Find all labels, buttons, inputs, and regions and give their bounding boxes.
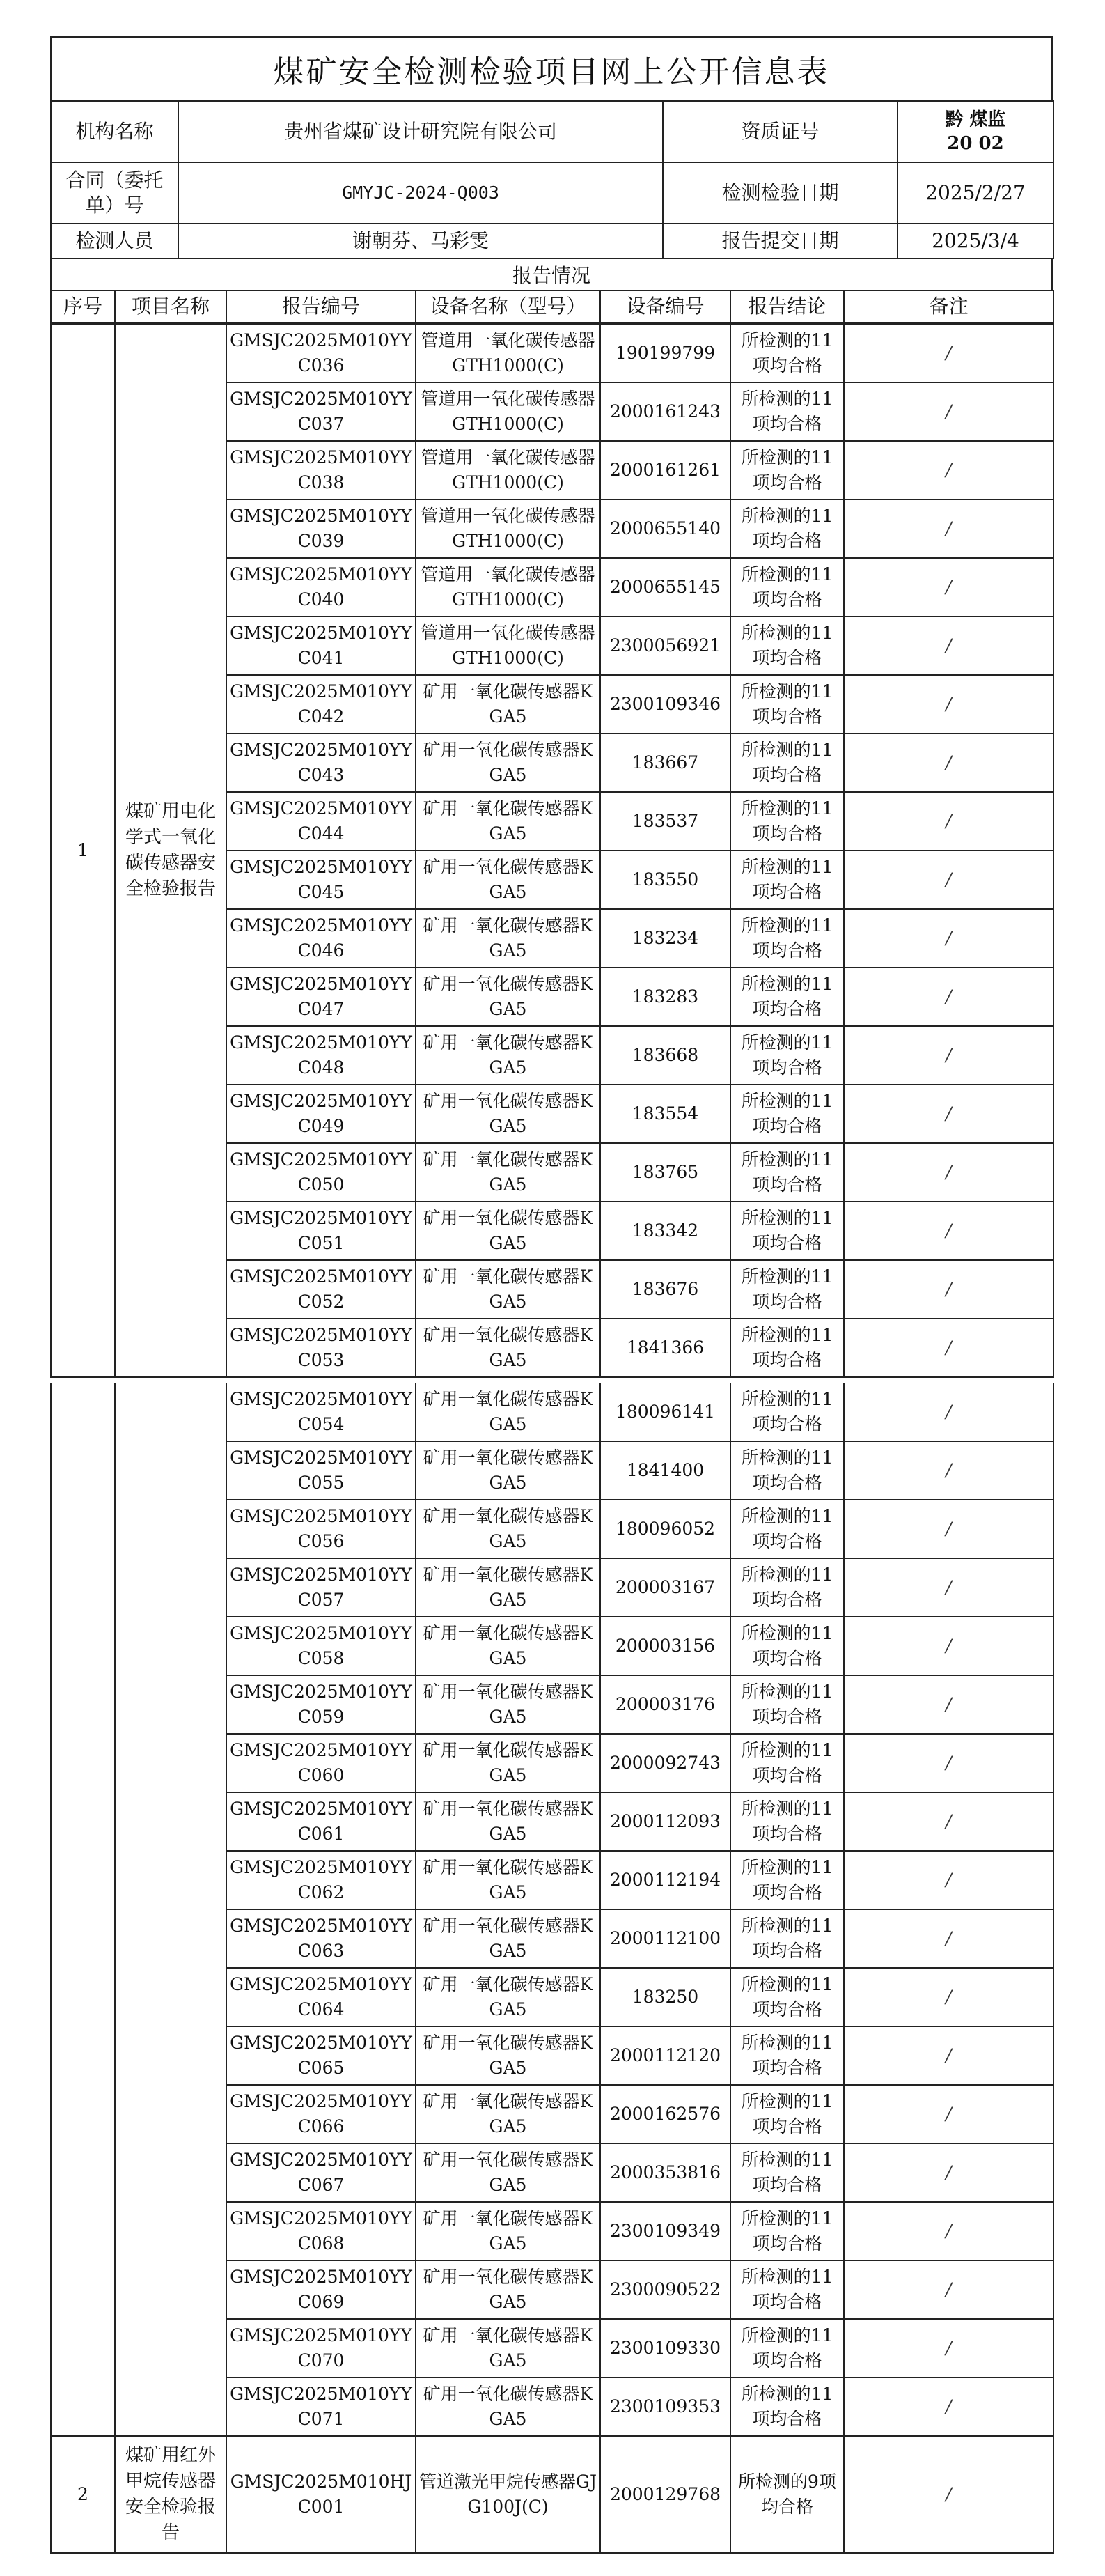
conclusion-cell: 所检测的11项均合格 [730,558,844,616]
device-name-cell: 管道用一氧化碳传感器GTH1000(C) [416,382,600,441]
contract-label: 合同（委托单）号 [51,162,178,224]
device-name-cell: 矿用一氧化碳传感器KGA5 [416,1500,600,1558]
table-row [51,324,1053,382]
serial-number-cell: 180096141 [600,1383,730,1441]
conclusion-cell: 所检测的11项均合格 [730,499,844,558]
note-cell: / [844,2319,1053,2377]
report-number-cell: GMSJC2025M010YYC043 [226,734,416,792]
serial-number-cell: 2000112120 [600,2026,730,2085]
device-name-cell: 矿用一氧化碳传感器KGA5 [416,734,600,792]
note-cell: / [844,1085,1053,1143]
note-cell: / [844,1968,1053,2026]
note-cell: / [844,909,1053,968]
qual-value-line2: 20 02 [947,133,1004,154]
note-cell: / [844,616,1053,675]
note-cell: / [844,1734,1053,1792]
conclusion-cell: 所检测的11项均合格 [730,1202,844,1260]
note-cell: / [844,1851,1053,1909]
serial-number-cell: 183550 [600,851,730,909]
serial-number-cell: 183537 [600,792,730,851]
conclusion-cell: 所检测的11项均合格 [730,616,844,675]
conclusion-cell: 所检测的11项均合格 [730,382,844,441]
conclusion-cell: 所检测的11项均合格 [730,2085,844,2143]
report-number-cell: GMSJC2025M010YYC047 [226,968,416,1026]
serial-number-cell: 180096052 [600,1500,730,1558]
report-number-cell: GMSJC2025M010YYC041 [226,616,416,675]
serial-number-cell: 183676 [600,1260,730,1319]
device-name-cell: 矿用一氧化碳传感器KGA5 [416,2377,600,2436]
report-number-cell: GMSJC2025M010YYC062 [226,1851,416,1909]
conclusion-cell: 所检测的11项均合格 [730,1026,844,1085]
note-cell: / [844,1792,1053,1851]
note-cell: / [844,2026,1053,2085]
report-number-cell: GMSJC2025M010YYC067 [226,2143,416,2202]
device-name-cell: 矿用一氧化碳传感器KGA5 [416,2026,600,2085]
seq-header: 序号 [51,290,115,323]
device-name-cell: 矿用一氧化碳传感器KGA5 [416,2143,600,2202]
conclusion-cell: 所检测的11项均合格 [730,1500,844,1558]
conclusion-cell: 所检测的11项均合格 [730,2026,844,2085]
conclusion-cell: 所检测的11项均合格 [730,2319,844,2377]
serial-number-cell: 2000655140 [600,499,730,558]
conclusion-cell: 所检测的11项均合格 [730,851,844,909]
conclusion-cell: 所检测的11项均合格 [730,1143,844,1202]
conclusion-cell: 所检测的11项均合格 [730,1792,844,1851]
sequence-cell: 1 [51,324,115,1377]
conclusion-cell: 所检测的11项均合格 [730,1319,844,1377]
conclusion-cell: 所检测的11项均合格 [730,1851,844,1909]
serial-number-cell: 183234 [600,909,730,968]
report-number-cell: GMSJC2025M010YYC069 [226,2260,416,2319]
note-cell: / [844,1558,1053,1617]
note-cell: / [844,1675,1053,1734]
report-table-part2 [50,1383,1054,2554]
conclusion-cell: 所检测的11项均合格 [730,1260,844,1319]
serial-number-cell: 2300109349 [600,2202,730,2260]
serial-number-cell: 2000161261 [600,441,730,499]
note-cell: / [844,968,1053,1026]
note-cell: / [844,1319,1053,1377]
serial-number-cell: 2300090522 [600,2260,730,2319]
serial-number-cell: 1841400 [600,1441,730,1500]
qual-label: 资质证号 [663,101,898,162]
report-number-cell: GMSJC2025M010YYC059 [226,1675,416,1734]
org-label: 机构名称 [51,101,178,162]
device-name-cell: 矿用一氧化碳传感器KGA5 [416,2202,600,2260]
report-number-cell: GMSJC2025M010YYC071 [226,2377,416,2436]
note-cell: / [844,558,1053,616]
report-number-cell: GMSJC2025M010YYC040 [226,558,416,616]
report-number-cell: GMSJC2025M010YYC038 [226,441,416,499]
note-cell: / [844,1383,1053,1441]
serial-number-cell: 183668 [600,1026,730,1085]
note-cell: / [844,2143,1053,2202]
report-section-title: 报告情况 [50,259,1053,290]
serial-number-cell: 183554 [600,1085,730,1143]
note-header: 备注 [844,290,1053,323]
note-cell: / [844,2202,1053,2260]
serial-header: 设备编号 [600,290,730,323]
note-cell: / [844,1202,1053,1260]
device-name-cell: 管道用一氧化碳传感器GTH1000(C) [416,499,600,558]
device-name-cell: 矿用一氧化碳传感器KGA5 [416,1558,600,1617]
device-name-cell: 矿用一氧化碳传感器KGA5 [416,1441,600,1500]
serial-number-cell: 190199799 [600,324,730,382]
serial-number-cell: 2000162576 [600,2085,730,2143]
test-date-label: 检测检验日期 [663,162,898,224]
conclusion-cell: 所检测的11项均合格 [730,2260,844,2319]
report-number-cell: GMSJC2025M010YYC060 [226,1734,416,1792]
serial-number-cell: 2000655145 [600,558,730,616]
serial-number-cell: 1841366 [600,1319,730,1377]
report-number-cell: GMSJC2025M010YYC048 [226,1026,416,1085]
conclusion-cell: 所检测的11项均合格 [730,792,844,851]
report-number-cell: GMSJC2025M010YYC049 [226,1085,416,1143]
project-header: 项目名称 [115,290,226,323]
report-number-cell: GMSJC2025M010YYC066 [226,2085,416,2143]
note-cell: / [844,734,1053,792]
device-name-cell: 矿用一氧化碳传感器KGA5 [416,1968,600,2026]
project-name-cell: 煤矿用电化学式一氧化碳传感器安全检验报告 [115,324,226,1377]
note-cell: / [844,792,1053,851]
serial-number-cell: 183765 [600,1143,730,1202]
table-row [51,2436,1053,2553]
device-name-cell: 矿用一氧化碳传感器KGA5 [416,1319,600,1377]
report-number-cell: GMSJC2025M010YYC061 [226,1792,416,1851]
document [50,36,1053,2554]
conclusion-cell: 所检测的11项均合格 [730,441,844,499]
note-cell: / [844,2377,1053,2436]
report-number-cell: GMSJC2025M010YYC051 [226,1202,416,1260]
device-name-cell: 矿用一氧化碳传感器KGA5 [416,968,600,1026]
device-name-cell: 矿用一氧化碳传感器KGA5 [416,2260,600,2319]
conclusion-cell: 所检测的11项均合格 [730,1558,844,1617]
note-cell: / [844,1909,1053,1968]
submit-date-label: 报告提交日期 [663,224,898,258]
conclusion-header: 报告结论 [730,290,844,323]
project-name-cell-continued [115,1383,226,2436]
serial-number-cell: 2300109330 [600,2319,730,2377]
serial-number-cell: 200003176 [600,1675,730,1734]
device-header: 设备名称（型号） [416,290,600,323]
serial-number-cell: 2300056921 [600,616,730,675]
note-cell: / [844,675,1053,734]
conclusion-cell: 所检测的11项均合格 [730,1617,844,1675]
serial-number-cell: 183250 [600,1968,730,2026]
device-name-cell: 管道用一氧化碳传感器GTH1000(C) [416,441,600,499]
info-table [50,100,1054,259]
conclusion-cell: 所检测的11项均合格 [730,1085,844,1143]
report-number-cell: GMSJC2025M010YYC058 [226,1617,416,1675]
test-date-value: 2025/2/27 [898,162,1053,224]
device-name-cell: 矿用一氧化碳传感器KGA5 [416,792,600,851]
device-name-cell: 矿用一氧化碳传感器KGA5 [416,1851,600,1909]
page-title: 煤矿安全检测检验项目网上公开信息表 [50,36,1053,100]
device-name-cell: 矿用一氧化碳传感器KGA5 [416,1026,600,1085]
device-name-cell: 矿用一氧化碳传感器KGA5 [416,2085,600,2143]
report-number-cell: GMSJC2025M010YYC052 [226,1260,416,1319]
report-number-cell: GMSJC2025M010YYC055 [226,1441,416,1500]
contract-value: GMYJC-2024-Q003 [178,162,663,224]
conclusion-cell: 所检测的11项均合格 [730,675,844,734]
serial-number-cell: 2000161243 [600,382,730,441]
note-cell: / [844,382,1053,441]
report-number-cell: GMSJC2025M010YYC065 [226,2026,416,2085]
note-cell: / [844,2085,1053,2143]
device-name-cell: 管道用一氧化碳传感器GTH1000(C) [416,558,600,616]
note-cell: / [844,324,1053,382]
conclusion-cell: 所检测的11项均合格 [730,2143,844,2202]
serial-number-cell: 200003156 [600,1617,730,1675]
note-cell: / [844,1143,1053,1202]
serial-number-cell: 183342 [600,1202,730,1260]
device-name-cell: 矿用一氧化碳传感器KGA5 [416,1909,600,1968]
conclusion-cell: 所检测的11项均合格 [730,1734,844,1792]
serial-number-cell: 183283 [600,968,730,1026]
device-name-cell: 矿用一氧化碳传感器KGA5 [416,909,600,968]
conclusion-cell: 所检测的11项均合格 [730,2377,844,2436]
note-cell: / [844,1026,1053,1085]
report-number-cell: GMSJC2025M010YYC070 [226,2319,416,2377]
device-name-cell: 管道用一氧化碳传感器GTH1000(C) [416,324,600,382]
note-cell: / [844,851,1053,909]
note-cell: / [844,1441,1053,1500]
report-number-cell: GMSJC2025M010YYC068 [226,2202,416,2260]
serial-number-cell: 200003167 [600,1558,730,1617]
device-name-cell: 矿用一氧化碳传感器KGA5 [416,1383,600,1441]
report-number-cell: GMSJC2025M010YYC044 [226,792,416,851]
conclusion-cell: 所检测的11项均合格 [730,1383,844,1441]
device-name-cell: 矿用一氧化碳传感器KGA5 [416,1675,600,1734]
report-no-header: 报告编号 [226,290,416,323]
report-number-cell: GMSJC2025M010YYC064 [226,1968,416,2026]
device-name-cell: 矿用一氧化碳传感器KGA5 [416,1085,600,1143]
org-value: 贵州省煤矿设计研究院有限公司 [178,101,663,162]
device-name-cell: 矿用一氧化碳传感器KGA5 [416,675,600,734]
conclusion-cell: 所检测的11项均合格 [730,968,844,1026]
note-cell: / [844,2436,1053,2553]
device-name-cell: 矿用一氧化碳传感器KGA5 [416,1202,600,1260]
conclusion-cell: 所检测的11项均合格 [730,734,844,792]
serial-number-cell: 2300109353 [600,2377,730,2436]
device-name-cell: 矿用一氧化碳传感器KGA5 [416,1617,600,1675]
report-number-cell: GMSJC2025M010YYC057 [226,1558,416,1617]
device-name-cell: 矿用一氧化碳传感器KGA5 [416,851,600,909]
report-number-cell: GMSJC2025M010YYC063 [226,1909,416,1968]
conclusion-cell: 所检测的11项均合格 [730,1909,844,1968]
device-name-cell: 矿用一氧化碳传感器KGA5 [416,1792,600,1851]
serial-number-cell: 2000353816 [600,2143,730,2202]
device-name-cell: 矿用一氧化碳传感器KGA5 [416,1260,600,1319]
report-number-cell: GMSJC2025M010YYC042 [226,675,416,734]
note-cell: / [844,441,1053,499]
conclusion-cell: 所检测的11项均合格 [730,324,844,382]
device-name-cell: 管道用一氧化碳传感器GTH1000(C) [416,616,600,675]
conclusion-cell: 所检测的9项均合格 [730,2436,844,2553]
report-number-cell: GMSJC2025M010YYC037 [226,382,416,441]
conclusion-cell: 所检测的11项均合格 [730,2202,844,2260]
report-number-cell: GMSJC2025M010YYC054 [226,1383,416,1441]
report-header-table [50,290,1054,323]
serial-number-cell: 183667 [600,734,730,792]
note-cell: / [844,1617,1053,1675]
conclusion-cell: 所检测的11项均合格 [730,1441,844,1500]
serial-number-cell: 2000129768 [600,2436,730,2553]
device-name-cell: 管道激光甲烷传感器GJG100J(C) [416,2436,600,2553]
report-number-cell: GMSJC2025M010YYC039 [226,499,416,558]
serial-number-cell: 2000112100 [600,1909,730,1968]
note-cell: / [844,499,1053,558]
sequence-cell: 2 [51,2436,115,2553]
sequence-cell-continued [51,1383,115,2436]
report-number-cell: GMSJC2025M010YYC045 [226,851,416,909]
conclusion-cell: 所检测的11项均合格 [730,909,844,968]
device-name-cell: 矿用一氧化碳传感器KGA5 [416,1734,600,1792]
device-name-cell: 矿用一氧化碳传感器KGA5 [416,1143,600,1202]
note-cell: / [844,1260,1053,1319]
project-name-cell: 煤矿用红外甲烷传感器安全检验报告 [115,2436,226,2553]
device-name-cell: 矿用一氧化碳传感器KGA5 [416,2319,600,2377]
submit-date-value: 2025/3/4 [898,224,1053,258]
serial-number-cell: 2000112194 [600,1851,730,1909]
conclusion-cell: 所检测的11项均合格 [730,1675,844,1734]
qual-value-line1: 黔 煤监 [945,109,1006,130]
report-table-part1 [50,323,1054,1378]
page-break [50,1378,1053,1383]
note-cell: / [844,1500,1053,1558]
report-number-cell: GMSJC2025M010YYC036 [226,324,416,382]
serial-number-cell: 2300109346 [600,675,730,734]
staff-label: 检测人员 [51,224,178,258]
report-number-cell: GMSJC2025M010HJC001 [226,2436,416,2553]
report-number-cell: GMSJC2025M010YYC046 [226,909,416,968]
staff-value: 谢朝芬、马彩雯 [178,224,663,258]
report-number-cell: GMSJC2025M010YYC053 [226,1319,416,1377]
serial-number-cell: 2000092743 [600,1734,730,1792]
conclusion-cell: 所检测的11项均合格 [730,1968,844,2026]
qual-value [898,101,1053,162]
report-number-cell: GMSJC2025M010YYC050 [226,1143,416,1202]
report-number-cell: GMSJC2025M010YYC056 [226,1500,416,1558]
table-row [51,1383,1053,1441]
serial-number-cell: 2000112093 [600,1792,730,1851]
note-cell: / [844,2260,1053,2319]
